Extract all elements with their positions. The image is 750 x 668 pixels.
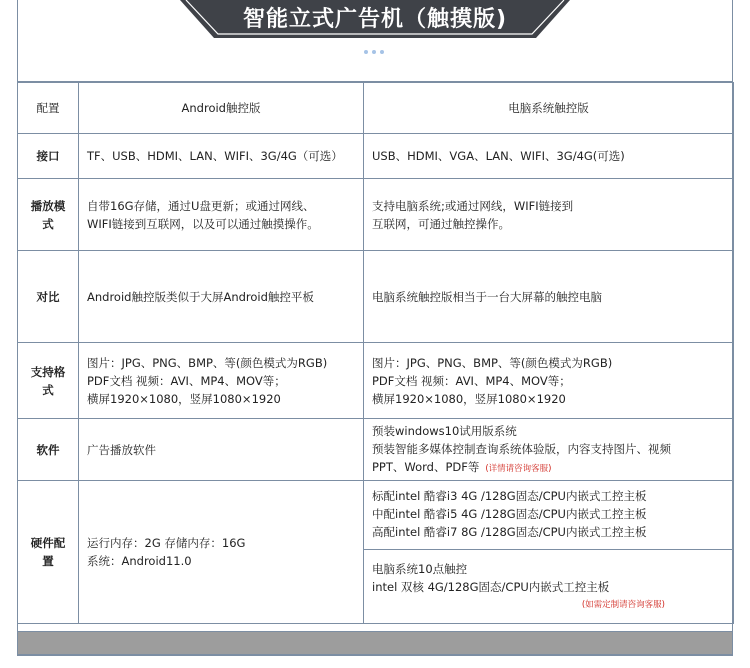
pc-formats (364, 343, 734, 419)
pc-hardware-touch (364, 550, 733, 620)
hardware-note: (如需定制请咨询客服) (581, 600, 665, 610)
decorative-dots (364, 49, 388, 57)
text-line: 横屏1920×1080，竖屏1080×1920 (87, 391, 281, 406)
text-line: 运行内存：2G 存储内存：16G (87, 536, 246, 550)
header-android: Android触控版 (79, 83, 364, 134)
text-line: 支持电脑系统;或通过网线，WIFI链接到 (372, 198, 574, 213)
dot-icon (380, 50, 384, 54)
android-interface: TF、USB、HDMI、LAN、WIFI、3G/4G（可选） (79, 134, 364, 179)
banner-title: 智能立式广告机（触摸版) (242, 7, 508, 32)
row-interface (18, 134, 734, 179)
text-line: 标配intel 酷睿i3 4G /128G固态/CPU内嵌式工控主板 (372, 489, 647, 503)
header-config: 配置 (18, 83, 79, 134)
bottom-divider (17, 655, 733, 656)
pc-compare: 电脑系统触控版相当于一台大屏幕的触控电脑 (364, 251, 734, 343)
row-hardware (18, 481, 734, 624)
text-line: 预装windows10试用版系统 (372, 423, 517, 438)
text-line: 图片：JPG、PNG、BMP、等(颜色模式为RGB) (87, 355, 328, 370)
pc-play-mode (364, 179, 734, 251)
label-compare: 对比 (18, 251, 79, 343)
footer-band (17, 631, 733, 655)
label-hardware-text: 硬件配置 (30, 536, 66, 568)
android-play-mode (79, 179, 364, 251)
row-compare (18, 251, 734, 343)
pc-hardware (364, 481, 734, 624)
text-line: 自带16G存储，通过U盘更新；或通过网线、 (87, 198, 315, 213)
android-compare: Android触控版类似于大屏Android触控平板 (79, 251, 364, 343)
text-line: 系统：Android11.0 (87, 554, 192, 568)
dot-icon (372, 50, 376, 54)
table-header-row (18, 83, 734, 134)
label-play-mode (18, 179, 79, 251)
label-play-mode-text: 播放模式 (30, 198, 66, 231)
text-line: 电脑系统10点触控 (372, 562, 468, 576)
pc-hardware-tiers (364, 481, 733, 550)
text-line: intel 双核 4G/128G固态/CPU内嵌式工控主板 (372, 580, 610, 594)
label-software: 软件 (18, 419, 79, 481)
text-line: PDF文档 视频：AVI、MP4、MOV等； (87, 373, 286, 388)
text-line: 互联网，可通过触控操作。 (372, 216, 510, 231)
text-line: PDF文档 视频：AVI、MP4、MOV等； (372, 373, 571, 388)
android-software: 广告播放软件 (79, 419, 364, 481)
row-formats (18, 343, 734, 419)
text-line (372, 458, 725, 478)
pc-software (364, 419, 734, 481)
dot-icon (364, 50, 368, 54)
text-line: 高配intel 酷睿i7 8G /128G固态/CPU内嵌式工控主板 (372, 525, 647, 539)
row-play-mode (18, 179, 734, 251)
spec-table (17, 82, 734, 624)
text-line: WIFI链接到互联网，以及可以通过触摸操作。 (87, 216, 319, 231)
label-hardware (18, 481, 79, 624)
text-line: 图片：JPG、PNG、BMP、等(颜色模式为RGB) (372, 355, 613, 370)
label-formats (18, 343, 79, 419)
text-line: 预装智能多媒体控制查询系统体验版，内容支持图片、视频 (372, 441, 671, 456)
label-formats-text: 支持格式 (30, 364, 66, 397)
text-line: 中配intel 酷睿i5 4G /128G固态/CPU内嵌式工控主板 (372, 507, 647, 521)
label-interface: 接口 (18, 134, 79, 179)
text-line: 横屏1920×1080，竖屏1080×1920 (372, 391, 566, 406)
android-hardware (79, 481, 364, 624)
pc-interface: USB、HDMI、VGA、LAN、WIFI、3G/4G(可选) (364, 134, 734, 179)
row-software (18, 419, 734, 481)
header-pc: 电脑系统触控版 (364, 83, 734, 134)
software-note: (详情请咨询客服) (485, 463, 552, 474)
android-formats (79, 343, 364, 419)
title-banner (180, 0, 570, 40)
text-span: PPT、Word、PDF等 (372, 459, 480, 474)
